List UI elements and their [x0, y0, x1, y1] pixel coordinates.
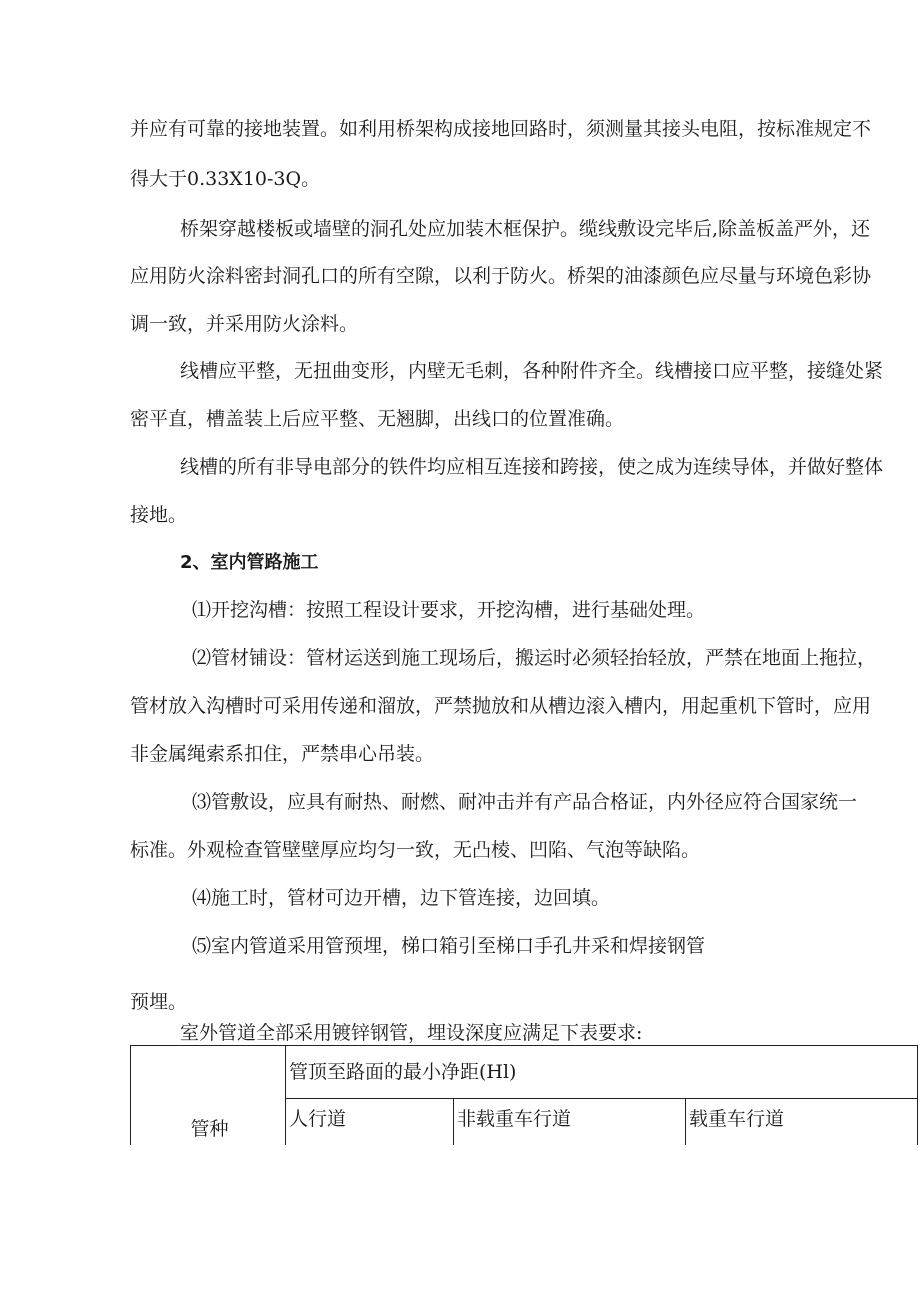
list-item: ⑵管材铺设：管材运送到施工现场后，搬运时必须轻抬轻放，严禁在地面上拖拉， — [192, 647, 877, 669]
paragraph-line: 应用防火涂料密封洞孔口的所有空隙，以利于防火。桥架的油漆颜色应尽量与环境色彩协 — [130, 265, 872, 287]
table-header-min-clearance: 管顶至路面的最小净距(Hl) — [286, 1046, 918, 1099]
table-intro: 室外管道全部采用镀锌钢管，埋设深度应满足下表要求: — [180, 1022, 643, 1044]
list-item: 管材放入沟槽时可采用传递和溜放，严禁抛放和从槽边滚入槽内，用起重机下管时，应用 — [130, 695, 872, 717]
paragraph-line: 桥架穿越楼板或墙壁的洞孔处应加装木框保护。缆线敷设完毕后,除盖板盖严外，还 — [180, 218, 871, 240]
paragraph-line: 密平直，槽盖装上后应平整、无翘脚，出线口的位置准确。 — [130, 408, 625, 430]
paragraph-line: 得大于0.33X10-3Q。 — [130, 168, 321, 190]
list-item: 非金属绳索系扣住，严禁串心吊装。 — [130, 743, 435, 765]
list-item: 标准。外观检查管壁壁厚应均匀一致，无凸棱、凹陷、气泡等缺陷。 — [130, 839, 701, 861]
list-item: ⑸室内管道采用管预埋，梯口箱引至梯口手孔井采和焊接钢管 — [192, 935, 706, 957]
paragraph-line: 调一致，并采用防火涂料。 — [130, 313, 359, 335]
list-item: ⑴开挖沟槽：按照工程设计要求，开挖沟槽，进行基础处理。 — [192, 599, 706, 621]
table-header-non-heavy-lane: 非载重车行道 — [454, 1099, 686, 1145]
pipe-depth-table — [130, 1045, 918, 1145]
list-item: ⑶管敷设，应具有耐热、耐燃、耐冲击并有产品合格证，内外径应符合国家统一 — [192, 791, 858, 813]
list-item: ⑷施工时，管材可边开槽，边下管连接，边回填。 — [192, 887, 611, 909]
paragraph-line: 接地。 — [130, 504, 188, 526]
paragraph-line: 线槽应平整，无扭曲变形，内壁无毛刺，各种附件齐全。线槽接口应平整，接缝处紧 — [180, 360, 884, 382]
table-header-pipe-type: 管种 — [131, 1046, 286, 1145]
table-header-sidewalk: 人行道 — [286, 1099, 454, 1145]
paragraph-line: 线槽的所有非导电部分的铁件均应相互连接和跨接，使之成为连续导体，并做好整体 — [180, 456, 884, 478]
table-header-heavy-lane: 载重车行道 — [686, 1099, 918, 1145]
paragraph-line: 并应有可靠的接地装置。如利用桥架构成接地回路时，须测量其接头电阻，按标准规定不 — [130, 118, 872, 140]
list-item: 预埋。 — [130, 991, 188, 1013]
section-heading: 2、室内管路施工 — [180, 552, 319, 573]
